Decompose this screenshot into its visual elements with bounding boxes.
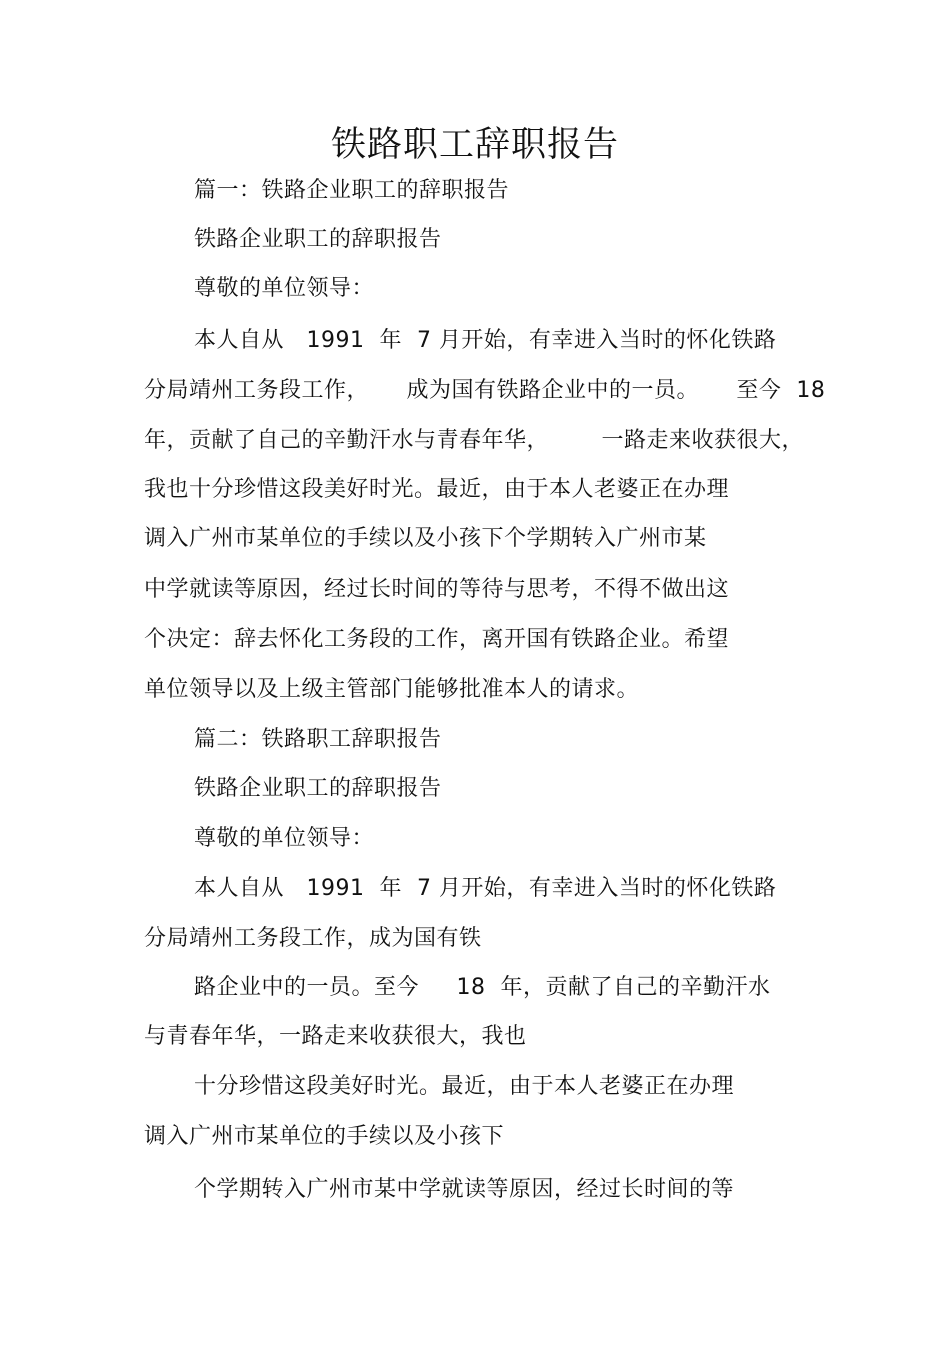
body-line: 个决定：辞去怀化工务段的工作，离开国有铁路企业。希望: [144, 627, 730, 652]
body-line: 本人自从 1991 年 7 月开始，有幸进入当时的怀化铁路: [194, 328, 777, 353]
body-line: 我也十分珍惜这段美好时光。最近，由于本人老婆正在办理: [144, 477, 730, 502]
section-subtitle-1: 铁路企业职工的辞职报告: [194, 227, 442, 252]
body-line: 十分珍惜这段美好时光。最近，由于本人老婆正在办理: [194, 1074, 735, 1099]
body-line: 调入广州市某单位的手续以及小孩下个学期转入广州市某: [144, 526, 707, 551]
body-line: 分局靖州工务段工作，成为国有铁: [144, 926, 482, 951]
salutation-1: 尊敬的单位领导：: [194, 276, 375, 301]
body-line: 中学就读等原因，经过长时间的等待与思考，不得不做出这: [144, 577, 730, 602]
body-line: 调入广州市某单位的手续以及小孩下: [144, 1124, 505, 1149]
body-line: 本人自从 1991 年 7 月开始，有幸进入当时的怀化铁路: [194, 876, 777, 901]
body-line: 与青春年华，一路走来收获很大，我也: [144, 1024, 527, 1049]
body-line: 年，贡献了自己的辛勤汗水与青春年华， 一路走来收获很大，: [144, 428, 804, 453]
body-line: 分局靖州工务段工作， 成为国有铁路企业中的一员。 至今 18: [144, 378, 826, 403]
body-line: 路企业中的一员。至今 18 年，贡献了自己的辛勤汗水: [194, 975, 771, 1000]
section-subtitle-2: 铁路企业职工的辞职报告: [194, 776, 442, 801]
body-line: 单位领导以及上级主管部门能够批准本人的请求。: [144, 677, 640, 702]
section-heading-2: 篇二：铁路职工辞职报告: [194, 727, 442, 752]
body-line: 个学期转入广州市某中学就读等原因，经过长时间的等: [194, 1177, 735, 1202]
section-heading-1: 篇一：铁路企业职工的辞职报告: [194, 178, 510, 203]
salutation-2: 尊敬的单位领导：: [194, 826, 375, 851]
document-title: 铁路职工辞职报告: [330, 125, 619, 165]
